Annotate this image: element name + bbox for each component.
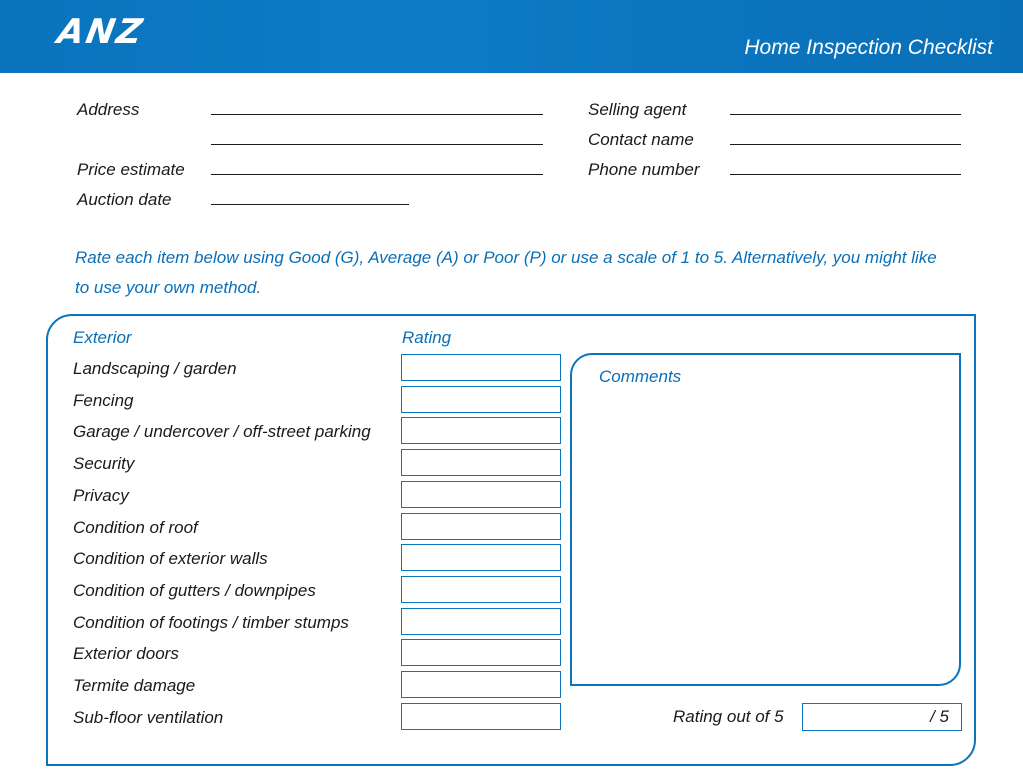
rating-input-box[interactable] <box>401 513 561 540</box>
rating-out-of-5-field[interactable] <box>802 703 962 731</box>
contact-name-label: Contact name <box>588 130 694 149</box>
comments-box[interactable] <box>570 353 961 686</box>
rating-out-of-5-label: Rating out of 5 <box>673 707 784 726</box>
checklist-item-label: Privacy <box>73 486 129 505</box>
rating-input-box[interactable] <box>401 608 561 635</box>
checklist-item-label: Security <box>73 454 135 473</box>
checklist-item-label: Fencing <box>73 391 134 410</box>
rating-input-box[interactable] <box>401 354 561 381</box>
auction-date-label: Auction date <box>77 190 172 209</box>
rating-input-box[interactable] <box>401 481 561 508</box>
price-estimate-field-line[interactable] <box>211 174 543 175</box>
checklist-item-label: Sub-floor ventilation <box>73 708 224 727</box>
address-field-line-2[interactable] <box>211 144 543 145</box>
address-field-line-1[interactable] <box>211 114 543 115</box>
comments-label: Comments <box>599 367 682 386</box>
selling-agent-field-line[interactable] <box>730 114 961 115</box>
rating-input-box[interactable] <box>401 417 561 444</box>
rating-input-box[interactable] <box>401 703 561 730</box>
checklist-item-label: Garage / undercover / off-street parking <box>73 422 371 441</box>
anz-logo: ANZ <box>54 12 147 52</box>
checklist-item-label: Landscaping / garden <box>73 359 237 378</box>
header-bar <box>0 0 1023 73</box>
selling-agent-label: Selling agent <box>588 100 687 119</box>
price-estimate-label: Price estimate <box>77 160 185 179</box>
checklist-item-label: Condition of exterior walls <box>73 549 268 568</box>
rating-out-of-5-value: / 5 <box>930 707 949 726</box>
rating-input-box[interactable] <box>401 449 561 476</box>
document-title: Home Inspection Checklist <box>744 36 993 59</box>
phone-number-label: Phone number <box>588 160 700 179</box>
rating-input-box[interactable] <box>401 671 561 698</box>
exterior-section-title: Exterior <box>73 328 132 347</box>
address-label: Address <box>77 100 140 119</box>
rating-input-box[interactable] <box>401 576 561 603</box>
rating-input-box[interactable] <box>401 639 561 666</box>
instructions-text: Rate each item below using Good (G), Average (A) or Poor (P) or use a scale of 1 to 5. Alternatively, you might like to use your own method. <box>75 248 937 297</box>
rating-input-box[interactable] <box>401 386 561 413</box>
checklist-item-label: Exterior doors <box>73 644 179 663</box>
rating-input-box[interactable] <box>401 544 561 571</box>
phone-number-field-line[interactable] <box>730 174 961 175</box>
checklist-item-label: Condition of footings / timber stumps <box>73 613 349 632</box>
contact-name-field-line[interactable] <box>730 144 961 145</box>
checklist-item-label: Termite damage <box>73 676 196 695</box>
auction-date-field-line[interactable] <box>211 204 409 205</box>
rating-column-header: Rating <box>402 328 452 347</box>
checklist-item-label: Condition of gutters / downpipes <box>73 581 316 600</box>
checklist-item-label: Condition of roof <box>73 518 198 537</box>
